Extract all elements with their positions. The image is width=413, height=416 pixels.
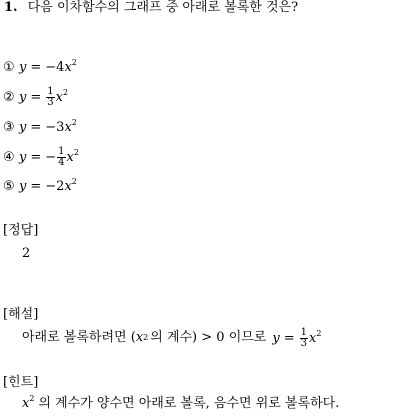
option-marker: ② <box>3 89 15 105</box>
option-expression: $y = -4x^2$ <box>19 57 77 75</box>
option-marker: ④ <box>3 149 15 165</box>
option-marker: ③ <box>3 119 15 135</box>
explanation-text: 아래로 볼록하려면 ( x 2 의 계수) > 0 이므로 y = $\frac{1}{3}$ $x^2$ <box>22 326 322 349</box>
question-text: 다음 이차함수의 그래프 중 아래로 볼록한 것은? <box>27 0 299 15</box>
option-marker: ① <box>3 59 15 75</box>
explanation-label: [해설] <box>3 307 39 322</box>
option-expression: y = $\frac{1}{3}$ $x^2$ <box>19 85 69 108</box>
question-number: 1. <box>4 0 18 15</box>
option-3[interactable] <box>3 115 77 139</box>
option-expression: $y = -3x^2$ <box>19 117 77 135</box>
option-expression: $y = -2x^2$ <box>19 176 77 194</box>
option-1[interactable] <box>3 55 77 79</box>
option-4[interactable] <box>3 145 79 169</box>
fraction: $\frac{1}{3}$ <box>47 85 54 108</box>
hint-text: $x^2$ 의 계수가 양수면 아래로 볼록, 음수면 위로 볼록하다. <box>22 394 340 411</box>
option-2[interactable] <box>3 85 68 109</box>
hint-label: [힌트] <box>3 375 39 390</box>
answer-value: 2 <box>22 246 31 261</box>
option-marker: ⑤ <box>3 178 15 194</box>
option-5[interactable] <box>3 174 77 198</box>
option-expression: y = − $\frac{1}{4}$ $x^2$ <box>19 145 79 168</box>
fraction: $\frac{1}{4}$ <box>58 145 65 168</box>
fraction: $\frac{1}{3}$ <box>300 326 308 349</box>
question <box>4 0 298 16</box>
answer-label: [정답] <box>3 223 39 238</box>
